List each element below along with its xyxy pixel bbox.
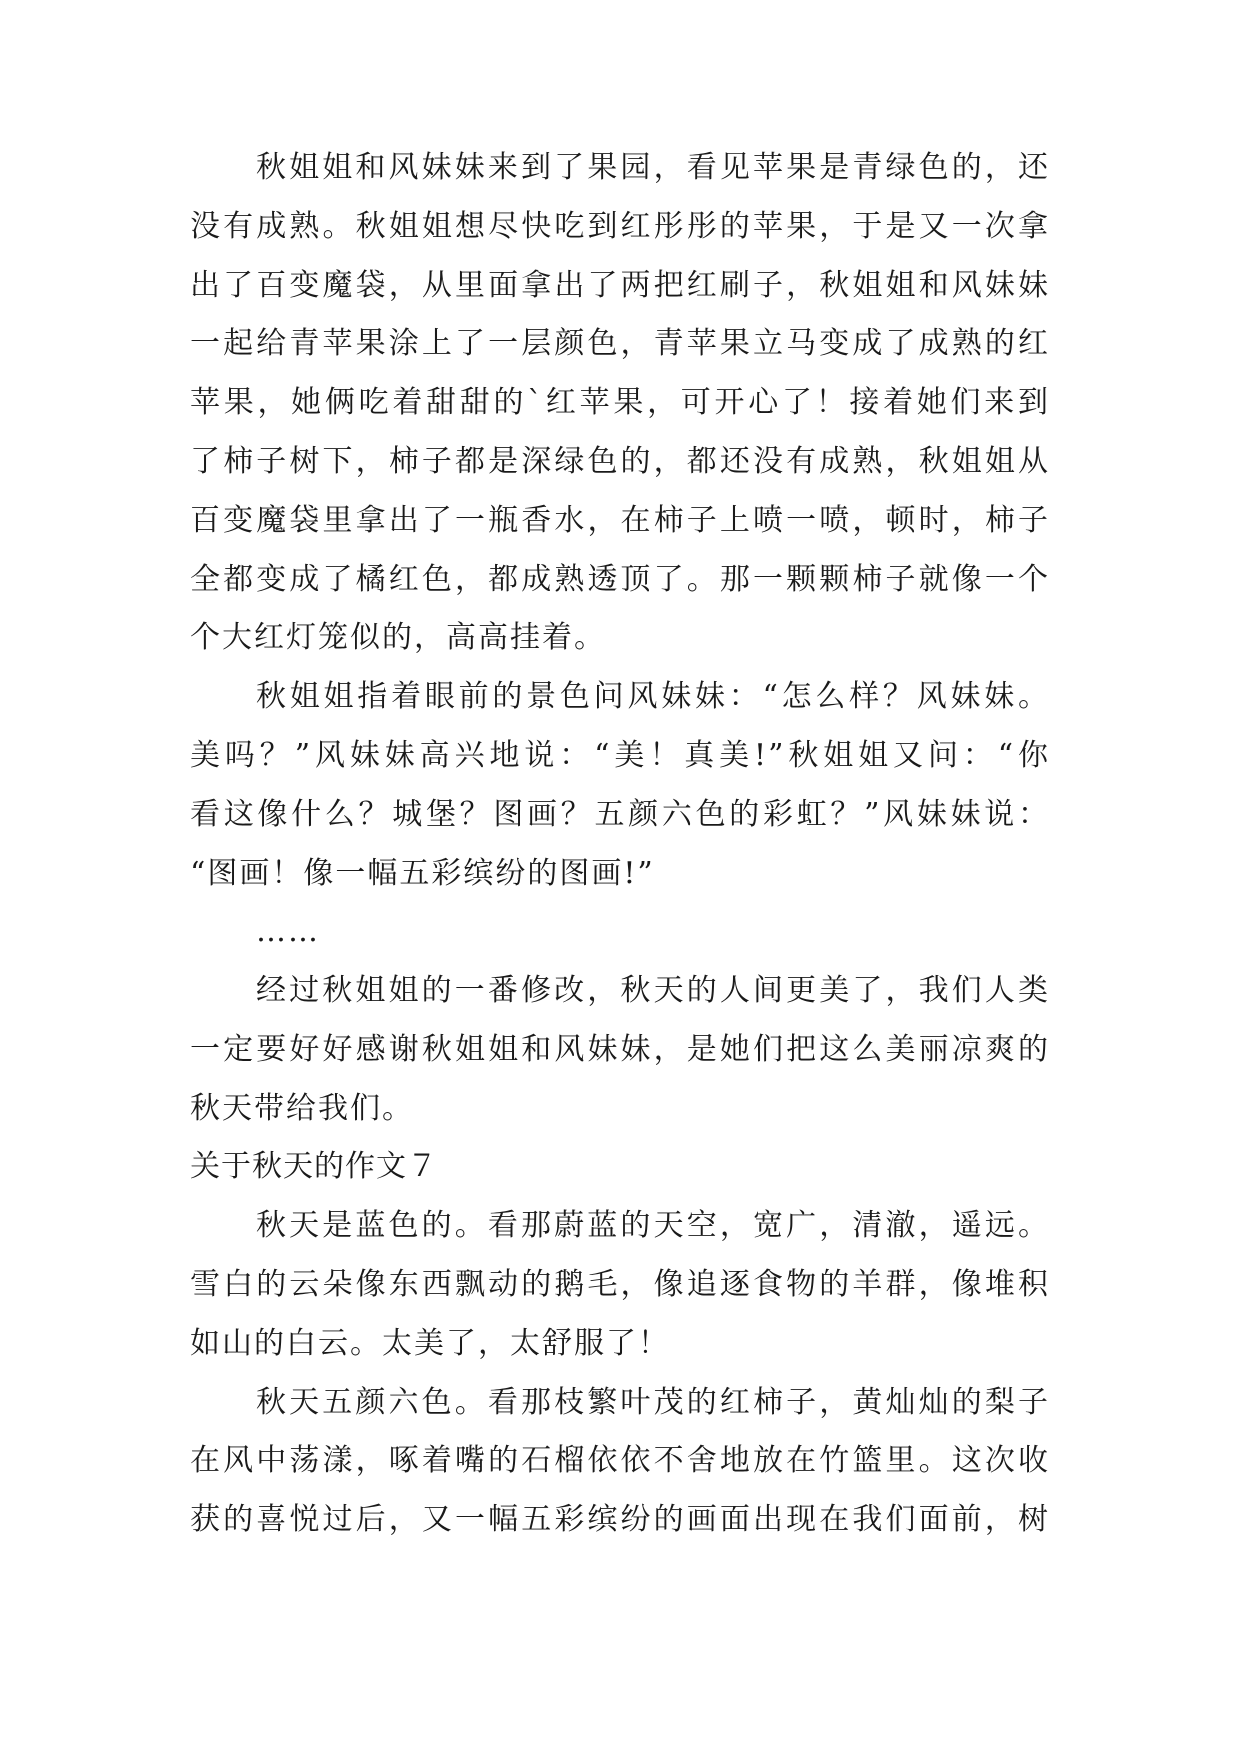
paragraph-line: 经过秋姐姐的一番修改，秋天的人间更美了，我们人类 bbox=[256, 973, 1050, 1008]
paragraph-line: “图画！像一幅五彩缤纷的图画!” bbox=[190, 856, 655, 891]
paragraph-line: 个大红灯笼似的，高高挂着。 bbox=[190, 620, 606, 655]
paragraph-line: 一定要好好感谢秋姐姐和风妹妹，是她们把这么美丽凉爽的 bbox=[190, 1032, 1050, 1067]
section-heading: 关于秋天的作文７ bbox=[190, 1149, 438, 1184]
paragraph-line: 在风中荡漾，啄着嘴的石榴依依不舍地放在竹篮里。这次收 bbox=[190, 1443, 1050, 1478]
paragraph-line: 获的喜悦过后，又一幅五彩缤纷的画面出现在我们面前，树 bbox=[190, 1502, 1050, 1537]
paragraph-line: 美吗？”风妹妹高兴地说：“美！真美!”秋姐姐又问：“你 bbox=[190, 738, 1050, 773]
paragraph-line: 苹果，她俩吃着甜甜的`红苹果，可开心了！接着她们来到 bbox=[190, 385, 1050, 420]
paragraph-line: 秋姐姐指着眼前的景色问风妹妹：“怎么样？风妹妹。 bbox=[256, 679, 1050, 714]
paragraph-line: 全都变成了橘红色，都成熟透顶了。那一颗颗柿子就像一个 bbox=[190, 562, 1050, 597]
paragraph-line: 如山的白云。太美了，太舒服了！ bbox=[190, 1326, 670, 1361]
ellipsis-line: …… bbox=[256, 914, 320, 949]
paragraph-line: 一起给青苹果涂上了一层颜色，青苹果立马变成了成熟的红 bbox=[190, 326, 1050, 361]
paragraph-line: 秋天带给我们。 bbox=[190, 1091, 414, 1126]
paragraph-line: 没有成熟。秋姐姐想尽快吃到红彤彤的苹果，于是又一次拿 bbox=[190, 209, 1050, 244]
paragraph-line: 了柿子树下，柿子都是深绿色的，都还没有成熟，秋姐姐从 bbox=[190, 444, 1050, 479]
paragraph-line: 看这像什么？城堡？图画？五颜六色的彩虹？”风妹妹说： bbox=[190, 797, 1050, 832]
paragraph-line: 雪白的云朵像东西飘动的鹅毛，像追逐食物的羊群，像堆积 bbox=[190, 1267, 1050, 1302]
paragraph-line: 秋天是蓝色的。看那蔚蓝的天空，宽广，清澈，遥远。 bbox=[256, 1208, 1050, 1243]
paragraph-line: 秋姐姐和风妹妹来到了果园，看见苹果是青绿色的，还 bbox=[256, 150, 1050, 185]
paragraph-line: 出了百变魔袋，从里面拿出了两把红刷子，秋姐姐和风妹妹 bbox=[190, 268, 1050, 303]
paragraph-line: 百变魔袋里拿出了一瓶香水，在柿子上喷一喷，顿时，柿子 bbox=[190, 503, 1050, 538]
paragraph-line: 秋天五颜六色。看那枝繁叶茂的红柿子，黄灿灿的梨子 bbox=[256, 1385, 1050, 1420]
